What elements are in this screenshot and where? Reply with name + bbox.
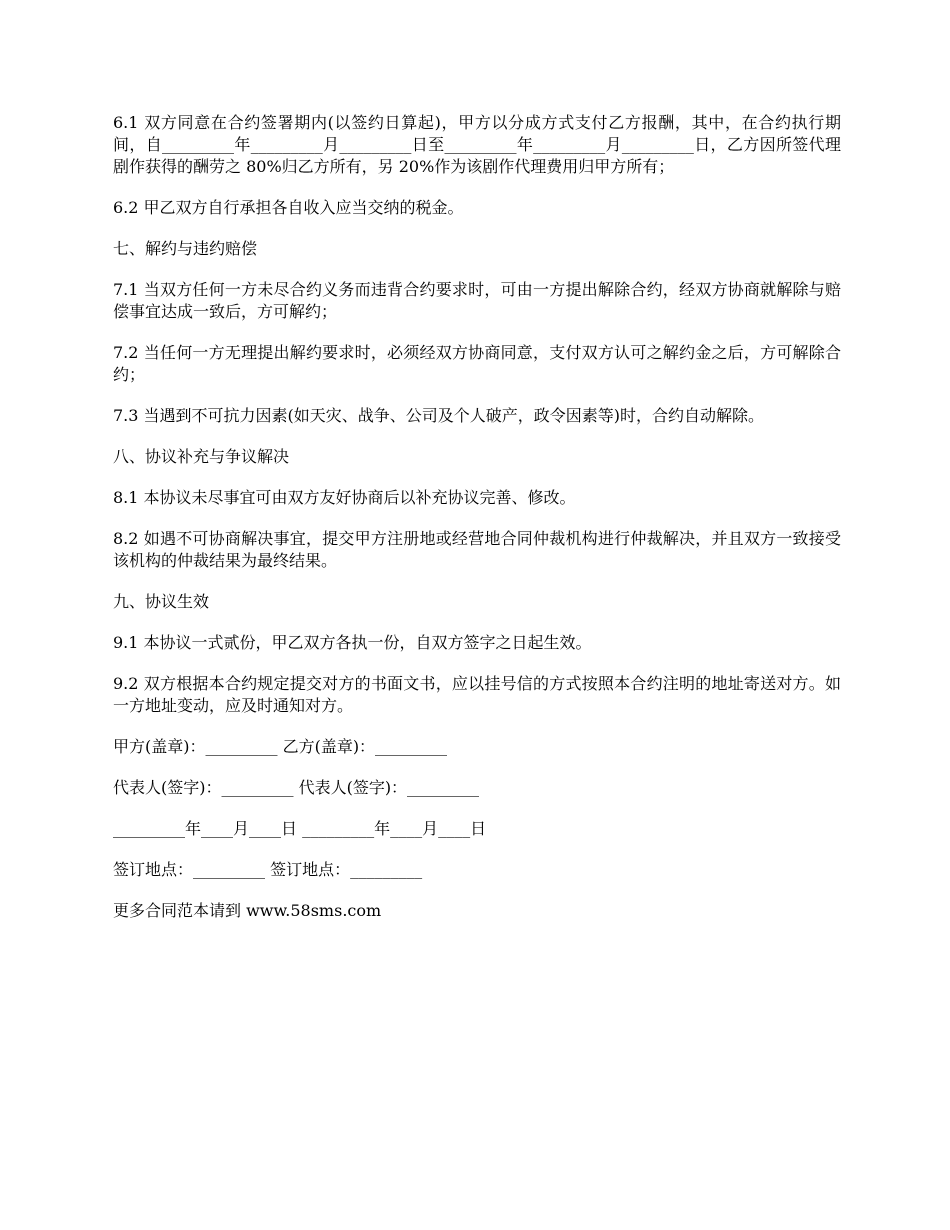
clause-6-1: 6.1 双方同意在合约签署期内(以签约日算起)，甲方以分成方式支付乙方报酬，其中，在合约执行期间，自_________年_________月_________日至_________年_________月_________日，乙方因所签代理剧作获得的酬劳之 80%归乙方所有，另 20%作为该剧作代理费用归甲方所有； <box>113 113 841 176</box>
clause-7-1: 7.1 当双方任何一方未尽合约义务而违背合约要求时，可由一方提出解除合约，经双方协商就解除与赔偿事宜达成一致后，方可解约； <box>113 280 841 321</box>
clause-7-2: 7.2 当任何一方无理提出解约要求时，必须经双方协商同意，支付双方认可之解约金之后，方可解除合约； <box>113 343 841 384</box>
document-page <box>113 112 841 941</box>
footer-note: 更多合同范本请到 www.58sms.com <box>113 901 382 920</box>
signature-date-line: _________年____月____日 _________年____月____日 <box>113 819 487 838</box>
clause-6-2: 6.2 甲乙双方自行承担各自收入应当交纳的税金。 <box>113 198 464 217</box>
clause-8-2: 8.2 如遇不可协商解决事宜，提交甲方注册地或经营地合同仲裁机构进行仲裁解决，并且双方一致接受该机构的仲裁结果为最终结果。 <box>113 529 841 570</box>
section-heading-9: 九、协议生效 <box>113 592 210 611</box>
signature-place-line: 签订地点：_________ 签订地点：_________ <box>113 860 423 879</box>
section-heading-8: 八、协议补充与争议解决 <box>113 447 290 466</box>
clause-9-2: 9.2 双方根据本合约规定提交对方的书面文书，应以挂号信的方式按照本合约注明的地址寄送对方。如一方地址变动，应及时通知对方。 <box>113 674 841 715</box>
clause-9-1: 9.1 本协议一式贰份，甲乙双方各执一份，自双方签字之日起生效。 <box>113 633 592 652</box>
signature-party-line: 甲方(盖章)：_________ 乙方(盖章)：_________ <box>113 737 448 756</box>
signature-representative-line: 代表人(签字)：_________ 代表人(签字)：_________ <box>113 778 480 797</box>
clause-8-1: 8.1 本协议未尽事宜可由双方友好协商后以补充协议完善、修改。 <box>113 488 576 507</box>
clause-7-3: 7.3 当遇到不可抗力因素(如天灾、战争、公司及个人破产，政令因素等)时，合约自动解除。 <box>113 406 765 425</box>
section-heading-7: 七、解约与违约赔偿 <box>113 239 258 258</box>
